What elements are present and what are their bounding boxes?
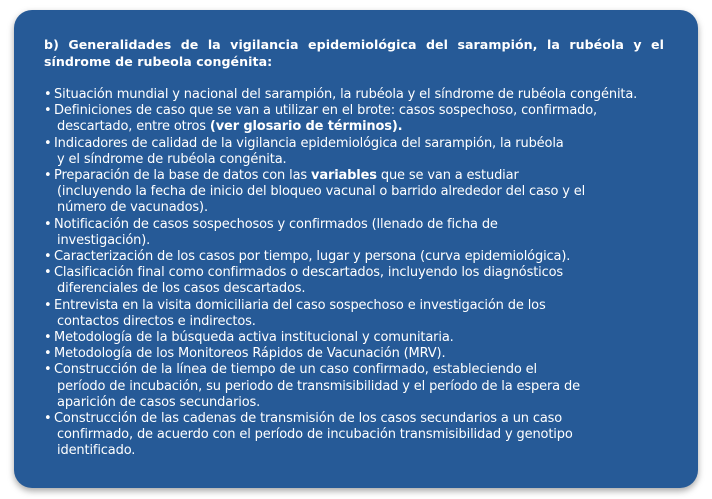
list-item	[44, 330, 664, 346]
list-item-text-continued: y el síndrome de rubéola congénita.	[57, 151, 287, 167]
list-item-text: Clasificación final como confirmados o descartados, incluyendo los diagnósticos	[54, 265, 564, 281]
list-item	[44, 411, 664, 460]
list-item-text-continued: número de vacunados).	[57, 200, 208, 216]
list-item	[44, 168, 664, 217]
bullet-icon: •	[44, 168, 52, 184]
list-item-text-plain: que se van a estudiar	[376, 168, 519, 184]
variables-emphasis: variables	[311, 168, 377, 184]
list-item-text-continued: aparición de casos secundarios.	[57, 394, 261, 410]
bullet-icon: •	[44, 362, 52, 378]
list-item-text	[54, 168, 664, 184]
list-item-text-continued: período de incubación, su periodo de transmisibilidad y el período de la espera de	[57, 378, 580, 394]
glossary-reference: (ver glosario de términos).	[209, 119, 403, 135]
bullet-icon: •	[44, 411, 52, 427]
list-item-text-plain: Preparación de la base de datos con las	[54, 168, 312, 184]
list-item-text: Situación mundial y nacional del sarampión, la rubéola y el síndrome de rubéola congénita.	[54, 87, 638, 102]
list-item	[44, 265, 664, 297]
list-item-text-continued: identificado.	[57, 443, 136, 459]
list-item-text: Metodología de los Monitoreos Rápidos de Vacunación (MRV).	[54, 346, 446, 362]
list-item	[44, 249, 664, 265]
list-item-text-continued: contactos directos e indirectos.	[57, 313, 256, 329]
list-item-text: Notificación de casos sospechosos y confirmados (llenado de ficha de	[54, 216, 498, 232]
list-item	[44, 362, 664, 411]
list-item-text: Indicadores de calidad de la vigilancia epidemiológica del sarampión, la rubéola	[54, 135, 564, 151]
bullet-icon: •	[44, 330, 52, 346]
list-item	[44, 217, 664, 249]
list-item	[44, 87, 664, 103]
list-item-text: Entrevista en la visita domiciliaria del caso sospechoso e investigación de los	[54, 297, 546, 313]
list-item-text: Caracterización de los casos por tiempo, lugar y persona (curva epidemiológica).	[54, 249, 571, 265]
bullet-icon: •	[44, 87, 52, 102]
bullet-list	[44, 87, 664, 460]
list-item	[44, 136, 664, 168]
bullet-icon: •	[44, 346, 52, 362]
list-item-text-continued: diferenciales de los casos descartados.	[57, 281, 306, 297]
list-item-text: Definiciones de caso que se van a utilizar en el brote: casos sospechoso, confirmado,	[54, 103, 598, 119]
list-item	[44, 298, 664, 330]
section-heading: b) Generalidades de la vigilancia epidemiológica del sarampión, la rubéola y el síndrome de rubeola congénita:	[44, 37, 664, 69]
list-item-text-continued: confirmado, de acuerdo con el período de incubación transmisibilidad y genotipo	[57, 427, 573, 443]
bullet-icon: •	[44, 297, 52, 313]
list-item	[44, 103, 664, 135]
list-item-text: Construcción de las cadenas de transmisión de los casos secundarios a un caso	[54, 411, 563, 427]
list-item-text-plain: descartado, entre otros	[57, 119, 210, 135]
bullet-icon: •	[44, 103, 52, 119]
list-item-text-continued: (incluyendo la fecha de inicio del bloqueo vacunal o barrido alrededor del caso y el	[57, 184, 586, 200]
list-item	[44, 346, 664, 362]
bullet-icon: •	[44, 249, 52, 265]
bullet-icon: •	[44, 135, 52, 151]
content-card	[14, 10, 698, 488]
bullet-icon: •	[44, 265, 52, 281]
list-item-text: Metodología de la búsqueda activa institucional y comunitaria.	[54, 330, 454, 346]
list-item-text-continued	[54, 119, 664, 135]
list-item-text: Construcción de la línea de tiempo de un caso confirmado, estableciendo el	[54, 362, 537, 378]
bullet-icon: •	[44, 216, 52, 232]
list-item-text-continued: investigación).	[57, 232, 151, 248]
